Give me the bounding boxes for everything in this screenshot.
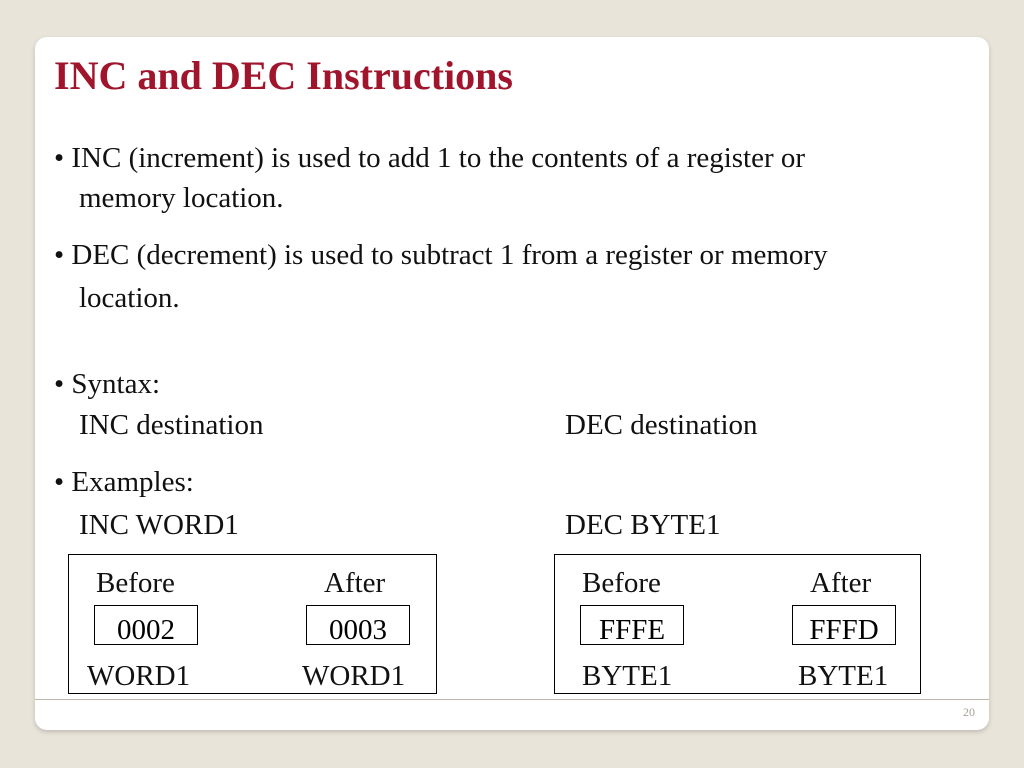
before-value-box [94,605,198,645]
before-value: 0002 [117,614,175,646]
after-value-box [306,605,410,645]
slide-title: INC and DEC Instructions [54,53,513,98]
example-dec: DEC BYTE1 [565,509,721,541]
example-box-inc [68,554,437,694]
footer-divider [35,699,989,700]
before-label: Before [582,567,661,599]
after-value: 0003 [329,614,387,646]
slide [35,37,989,730]
after-label: After [324,567,386,599]
before-label: Before [96,567,175,599]
after-value: FFFD [809,614,879,646]
after-name: BYTE1 [798,660,889,692]
bullet-syntax-label: • Syntax: [54,368,161,400]
bullet-dec-line1: • DEC (decrement) is used to subtract 1 from a register or memory [54,239,828,271]
page-number: 20 [963,705,975,719]
example-box-dec [554,554,921,694]
before-value-box [580,605,684,645]
before-name: WORD1 [87,660,191,692]
before-name: BYTE1 [582,660,673,692]
bullet-dec-line2: location. [79,282,180,314]
after-value-box [792,605,896,645]
syntax-inc: INC destination [79,409,264,441]
after-label: After [810,567,872,599]
bullet-inc-line1: • INC (increment) is used to add 1 to the contents of a register or [54,142,806,174]
bullet-examples-label: • Examples: [54,466,194,498]
example-inc: INC WORD1 [79,509,239,541]
syntax-dec: DEC destination [565,409,758,441]
after-name: WORD1 [302,660,406,692]
bullet-inc-line2: memory location. [79,182,284,214]
before-value: FFFE [598,614,666,646]
